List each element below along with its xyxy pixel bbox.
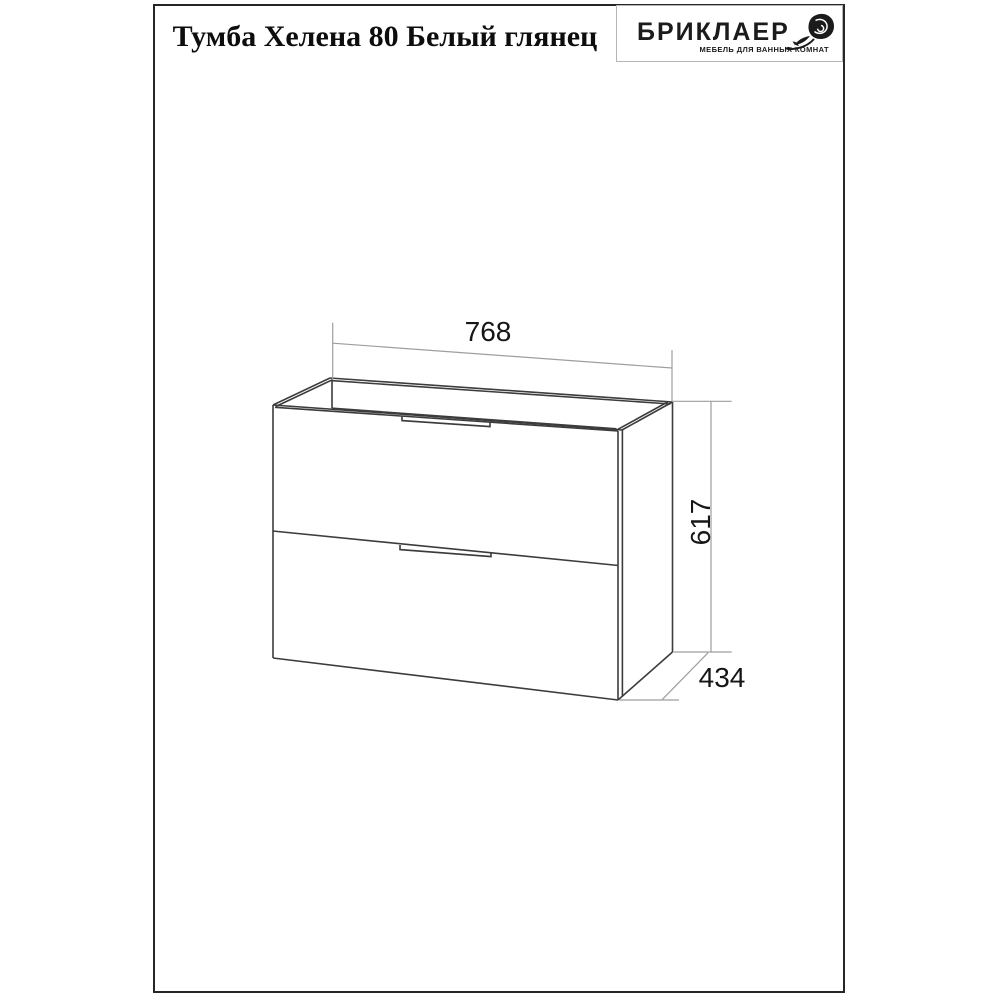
side-bottom-edge (618, 652, 673, 700)
top-back-outer-edge (330, 378, 673, 402)
brand-tagline: МЕБЕЛЬ ДЛЯ ВАННЫХ КОМНАТ (699, 45, 829, 54)
side-top-inner-edge (618, 402, 669, 430)
height-dimension-label: 617 (685, 498, 716, 546)
top-front-outer-edge (273, 405, 622, 430)
brand-name: БРИКЛАЕР (637, 18, 790, 46)
drawer-top-edge (275, 407, 618, 431)
depth-dimension-label: 434 (698, 662, 746, 693)
side-top-outer-edge (622, 402, 673, 430)
front-bottom-edge (273, 658, 618, 700)
top-left-outer-edge (273, 378, 330, 405)
drawer-divider (273, 531, 619, 566)
width-dimension-label: 768 (464, 316, 512, 347)
top-back-inner-edge (331, 381, 671, 404)
cabinet-outline (273, 378, 673, 700)
page-title: Тумба Хелена 80 Белый глянец (172, 20, 598, 53)
top-left-inner-edge (276, 380, 333, 407)
